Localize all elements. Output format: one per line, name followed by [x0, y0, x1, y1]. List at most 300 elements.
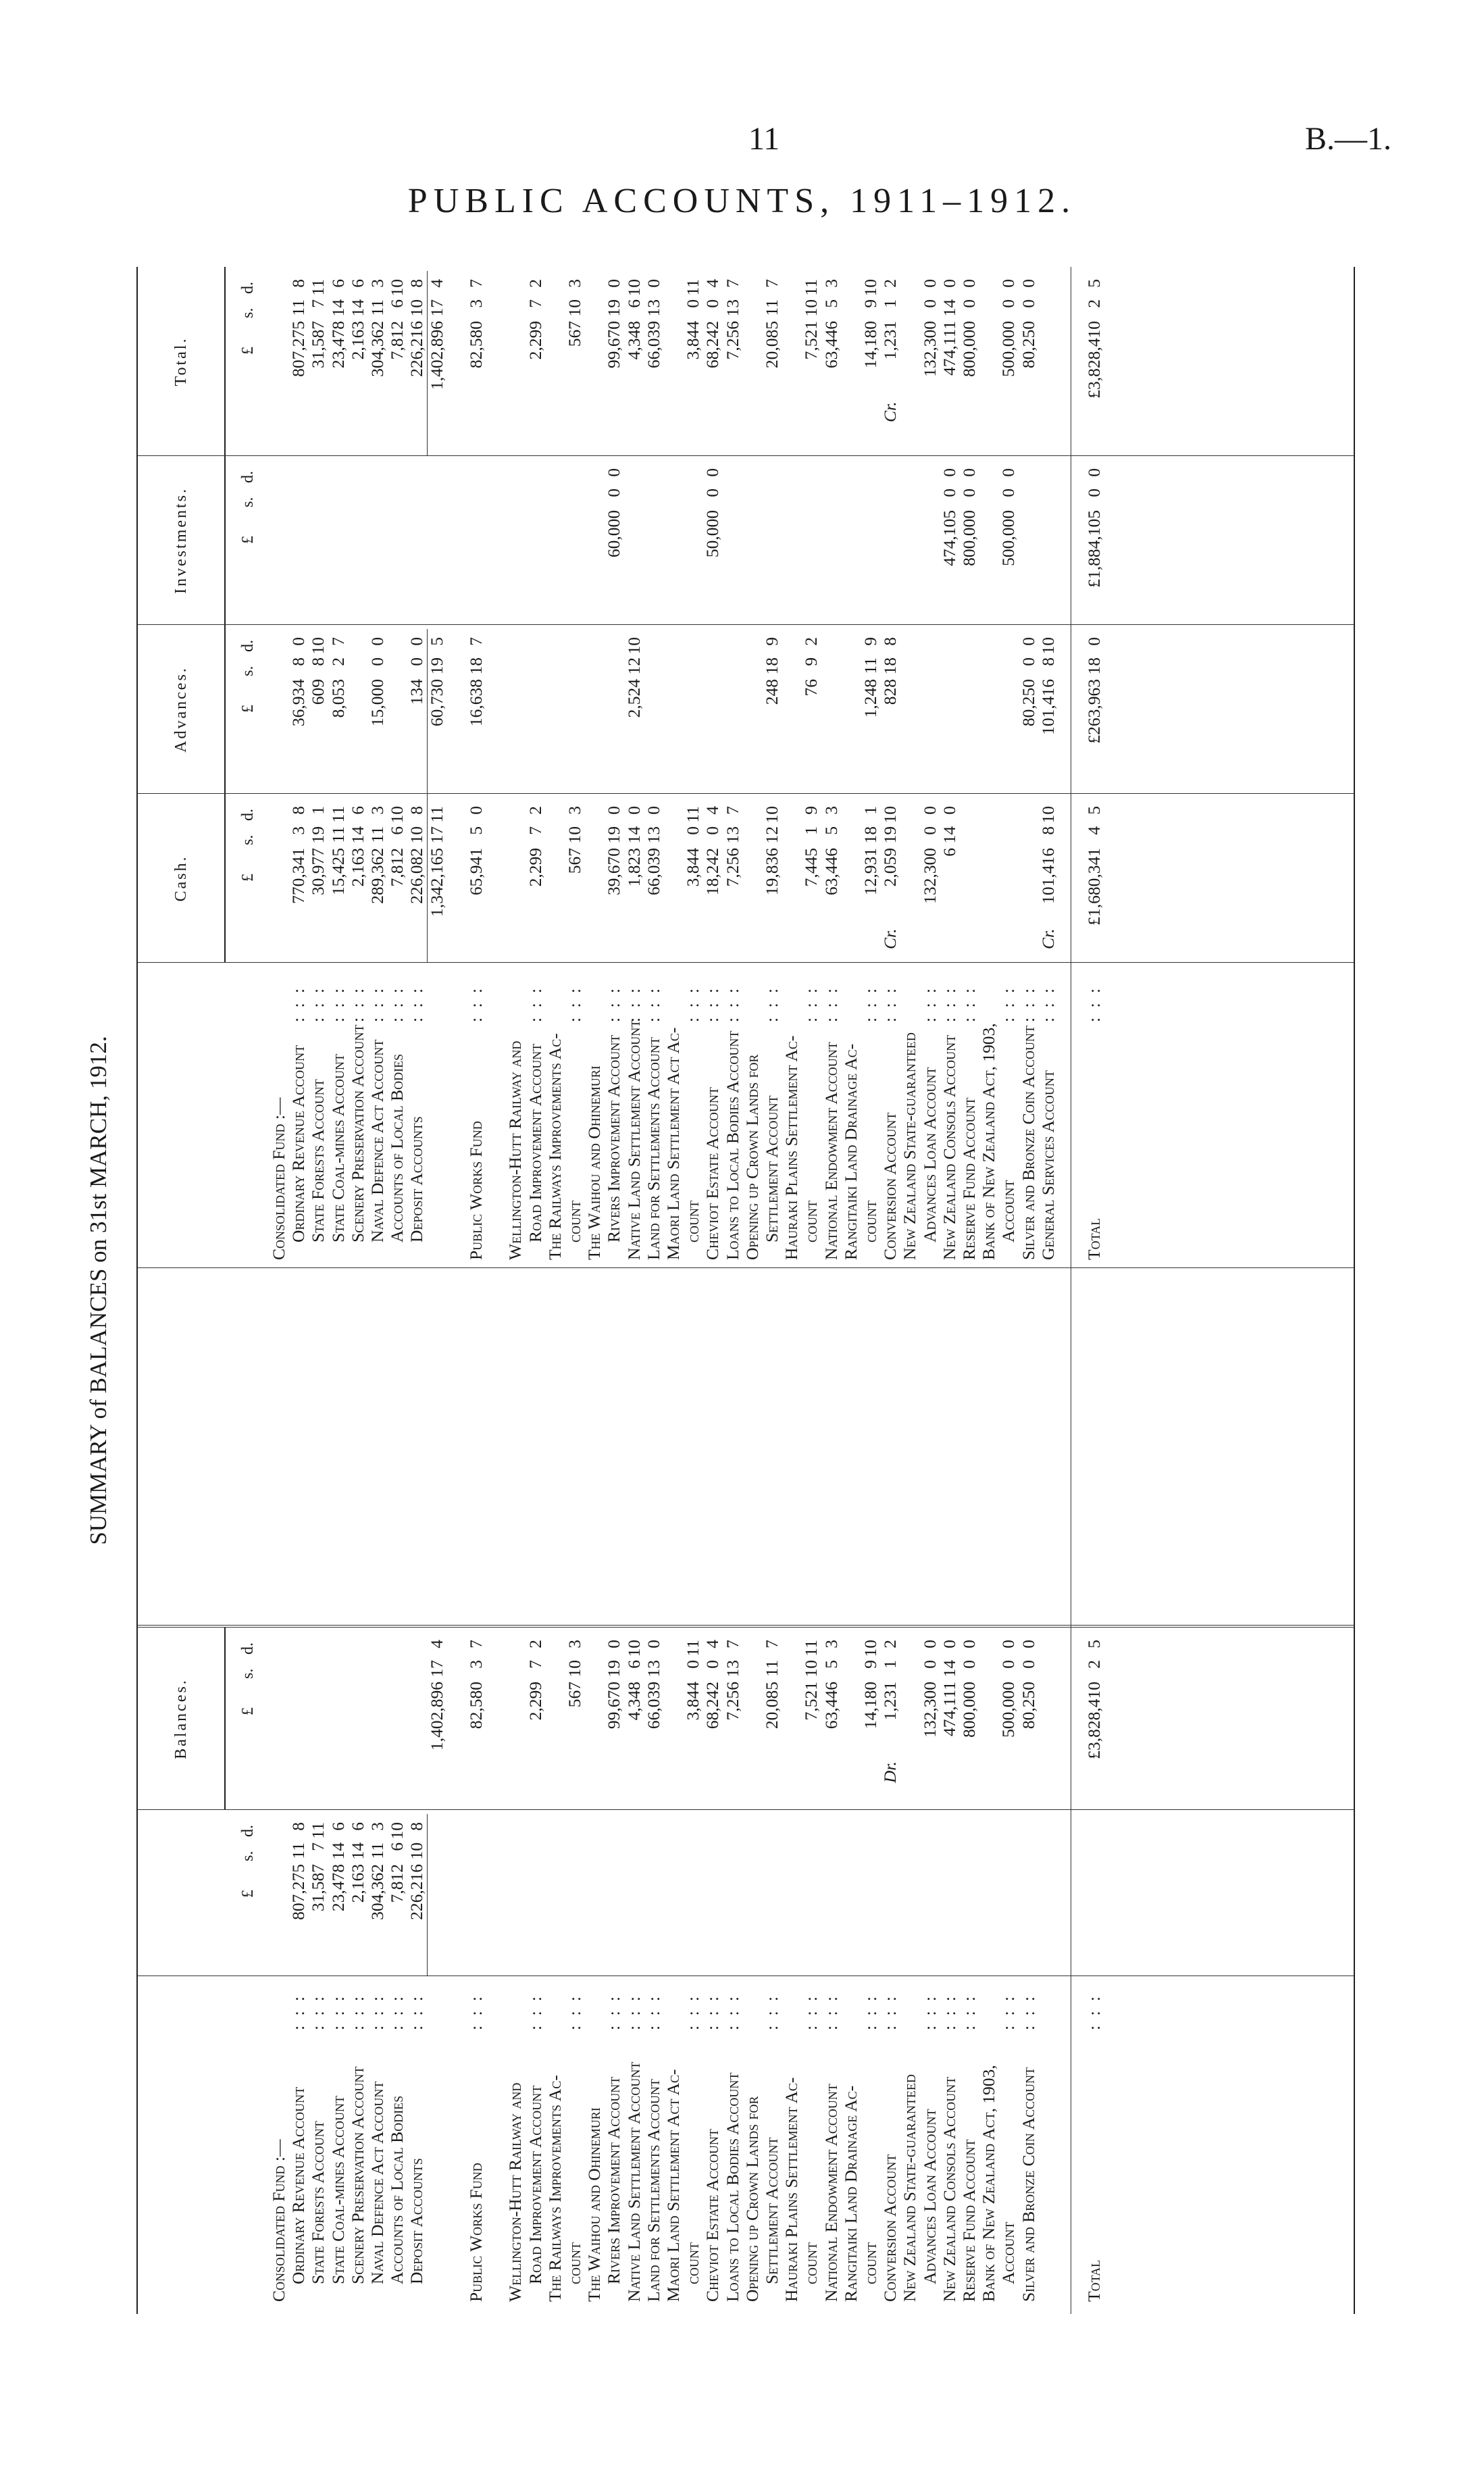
row-label: State Forests Account: [308, 2121, 328, 2284]
pound-unit-label: £: [239, 1890, 257, 1898]
shillings-value: 10: [565, 1660, 584, 1678]
pounds-value: 132,300: [920, 848, 940, 904]
row-label-repeat: Bank of New Zealand Act, 1903,: [979, 1023, 998, 1260]
pounds-value: 36,934: [288, 679, 308, 727]
total-cell: [1000, 274, 1017, 456]
leader-dots: : : :: [920, 985, 940, 1022]
pounds-value: 99,670: [604, 321, 623, 369]
shillings-value: 14: [348, 826, 367, 844]
advances-cell: [1040, 632, 1057, 794]
pounds-value: £3,828,410: [1084, 321, 1104, 399]
pounds-value: 50,000: [702, 510, 722, 558]
subtotal-rule: [427, 271, 428, 456]
pence-value: 2: [526, 806, 545, 815]
pence-value: 11: [427, 806, 446, 823]
total-cell: [961, 274, 978, 456]
pounds-value: 2,163: [348, 1864, 367, 1903]
row-label: The Waihou and Ohinemuri: [584, 2107, 604, 2302]
pounds-value: 132,300: [920, 321, 940, 377]
balance-cell: [1085, 1634, 1103, 1810]
shillings-value: 2: [328, 657, 348, 666]
row-label-repeat: count: [861, 1201, 880, 1242]
total-cell: [941, 274, 958, 456]
leader-dots: : : :: [998, 985, 1018, 1022]
row-label-repeat: State Coal-mines Account: [328, 1054, 348, 1242]
pounds-value: 23,478: [328, 321, 348, 369]
shillings-value: 9: [801, 657, 821, 666]
penny-unit-label: d.: [239, 282, 257, 294]
leader-dots: : : :: [387, 985, 407, 1022]
cash-cell: [941, 801, 958, 963]
pound-unit-label: £: [239, 347, 257, 355]
leader-dots: : : :: [998, 1993, 1018, 2030]
row-label: Reserve Fund Account: [959, 2139, 979, 2302]
pounds-value: 134: [407, 679, 426, 705]
shillings-value: 1: [801, 826, 821, 835]
pence-value: 10: [387, 279, 407, 297]
shillings-value: 13: [644, 299, 663, 317]
pence-value: 7: [723, 279, 742, 288]
shillings-value: 11: [328, 826, 348, 843]
table-row: [369, 267, 386, 2314]
pounds-value: 567: [565, 321, 584, 347]
pounds-value: 8,053: [328, 679, 348, 718]
leader-dots: : : :: [604, 1993, 623, 2030]
investments-cell: [1000, 463, 1017, 625]
pence-value: 5: [1084, 279, 1104, 288]
pence-value: 3: [367, 279, 387, 288]
pounds-value: 15,425: [328, 848, 348, 896]
pounds-value: 2,163: [348, 848, 367, 887]
pounds-value: 2,299: [526, 848, 545, 887]
leader-dots: : : :: [348, 1993, 367, 2030]
table-row: [546, 267, 564, 2314]
balance-sign: Cr.: [1038, 928, 1058, 949]
total-cell: [408, 274, 426, 456]
leader-dots: : : :: [880, 985, 900, 1022]
pounds-value: 80,250: [1019, 679, 1038, 727]
pounds-value: 567: [565, 1682, 584, 1708]
totals-row: [1085, 267, 1103, 2314]
pounds-value: 2,163: [348, 321, 367, 360]
shillings-value: 6: [624, 299, 644, 308]
pounds-value: 770,341: [288, 848, 308, 904]
row-label-repeat: Ordinary Revenue Account: [288, 1045, 308, 1242]
leader-dots: : : :: [959, 1993, 979, 2030]
leader-dots: : : :: [683, 1993, 702, 2030]
shilling-unit-label: s.: [239, 1851, 257, 1861]
leader-dots: : : :: [367, 985, 387, 1022]
balance-cell: [605, 1634, 623, 1810]
pounds-value: £1,884,105: [1084, 510, 1104, 588]
shillings-value: 14: [940, 826, 959, 844]
pence-value: 7: [466, 1640, 486, 1649]
shillings-value: 10: [801, 1660, 821, 1678]
pence-value: 10: [880, 806, 900, 824]
shillings-value: 7: [308, 1842, 328, 1851]
row-label-repeat: Land for Settlements Account: [644, 1037, 663, 1260]
pence-value: 2: [880, 279, 900, 288]
pence-value: 6: [348, 279, 367, 288]
shillings-value: 19: [880, 826, 900, 844]
main-heading: PUBLIC ACCOUNTS, 1911–1912.: [407, 182, 1077, 220]
cash-cell: [408, 801, 426, 963]
pounds-value: 304,362: [367, 1864, 387, 1920]
advances-cell: [290, 632, 307, 794]
leader-dots: : : :: [565, 1993, 584, 2030]
shillings-value: 5: [466, 826, 486, 835]
leader-dots: : : :: [308, 1993, 328, 2030]
total-cell: [625, 274, 643, 456]
pounds-value: 474,111: [940, 321, 959, 376]
total-cell: [921, 274, 939, 456]
shillings-value: 7: [526, 299, 545, 308]
leader-dots: : : :: [762, 985, 782, 1022]
table-row: [724, 267, 742, 2314]
pounds-value: 19,836: [762, 848, 782, 896]
row-label-repeat: Consolidated Fund :—: [269, 1097, 288, 1260]
cash-cell: [823, 801, 840, 963]
pence-value: 0: [940, 279, 959, 288]
pence-value: 1: [308, 806, 328, 815]
pounds-value: 20,085: [762, 321, 782, 369]
advances-cell: [369, 632, 386, 794]
pence-value: 7: [723, 806, 742, 815]
pence-value: 0: [644, 1640, 663, 1649]
shillings-value: 11: [288, 299, 308, 316]
table-row: [823, 267, 840, 2314]
page-number: 11: [748, 121, 780, 157]
shillings-value: 3: [466, 1660, 486, 1669]
pounds-value: 2,299: [526, 321, 545, 360]
shillings-value: 11: [861, 657, 880, 674]
pounds-value: 7,812: [387, 1864, 407, 1903]
shilling-unit-label: s.: [239, 497, 257, 507]
table-row: [388, 267, 406, 2314]
currency-units-row: [239, 267, 257, 2314]
pence-value: 5: [427, 637, 446, 646]
pence-value: 10: [861, 279, 880, 297]
row-label: National Endowment Account: [821, 2084, 841, 2302]
investments-column-header: Investments.: [138, 456, 226, 625]
row-label: New Zealand Consols Account: [940, 2076, 959, 2302]
pence-value: 0: [604, 279, 623, 288]
total-cell: [605, 274, 623, 456]
pence-value: 0: [367, 637, 387, 646]
pence-value: 3: [821, 279, 841, 288]
shilling-unit-label: s.: [239, 834, 257, 845]
pence-value: 11: [801, 1640, 821, 1657]
pence-value: 8: [880, 637, 900, 646]
pence-value: 10: [308, 637, 328, 655]
leader-dots: : : :: [959, 985, 979, 1022]
pence-value: 0: [920, 279, 940, 288]
pounds-value: 15,000: [367, 679, 387, 727]
row-label: Opening up Crown Lands for: [742, 2096, 762, 2302]
leader-dots: : : :: [1084, 985, 1104, 1022]
summary-title: SUMMARY of BALANCES on 31st MARCH, 1912.: [85, 1036, 111, 1545]
leader-dots: : : :: [1084, 1993, 1104, 2030]
shillings-value: 14: [940, 299, 959, 317]
pence-value: 1: [861, 806, 880, 815]
shillings-value: 7: [526, 1660, 545, 1669]
leader-dots: : : :: [702, 985, 722, 1022]
pounds-value: 132,300: [920, 1682, 940, 1738]
bal-detail-cell: [330, 1817, 347, 1976]
leader-dots: : : :: [466, 985, 486, 1022]
table-row: [802, 267, 820, 2314]
pounds-value: 474,105: [940, 510, 959, 566]
leader-dots: : : :: [526, 985, 545, 1022]
pence-value: 0: [959, 279, 979, 288]
row-label: count: [801, 2242, 821, 2284]
shillings-value: 18: [762, 657, 782, 675]
pence-value: 5: [1084, 806, 1104, 815]
row-label: Cheviot Estate Account: [702, 2129, 722, 2302]
row-label: Wellington-Hutt Railway and: [505, 2082, 525, 2302]
total-cell: [724, 274, 742, 456]
total-cell: [1085, 274, 1103, 456]
pence-value: 0: [702, 468, 722, 477]
pence-value: 0: [1019, 1640, 1038, 1649]
pounds-value: 226,216: [407, 321, 426, 377]
row-label-repeat: Deposit Accounts: [407, 1116, 426, 1242]
row-label-repeat: Naval Defence Act Account: [367, 1039, 387, 1242]
row-label: Conversion Account: [880, 2154, 900, 2302]
pounds-value: 1,402,896: [427, 1682, 446, 1751]
pounds-value: 39,670: [604, 848, 623, 896]
investments-cell: [961, 463, 978, 625]
shillings-value: 19: [604, 1660, 623, 1678]
pence-value: 6: [348, 806, 367, 815]
pounds-value: 60,730: [427, 679, 446, 727]
table-row: [704, 267, 721, 2314]
leader-dots: : : :: [328, 1993, 348, 2030]
shillings-value: 14: [940, 1660, 959, 1678]
bal-detail-cell: [369, 1817, 386, 1976]
row-label: Land for Settlements Account: [644, 2079, 663, 2302]
advances-cell: [330, 632, 347, 794]
cash-cell: [862, 801, 879, 963]
shillings-value: 9: [861, 299, 880, 308]
shillings-value: 0: [604, 488, 623, 497]
row-label: Settlement Account: [762, 2137, 782, 2284]
pounds-value: 14,180: [861, 1682, 880, 1730]
leader-dots: : : :: [940, 985, 959, 1022]
advances-cell: [309, 632, 327, 794]
table-row: [645, 267, 663, 2314]
row-label-repeat: Total: [1084, 1217, 1104, 1260]
cash-cell: [704, 801, 721, 963]
leader-dots: : : :: [387, 1993, 407, 2030]
row-label: Road Improvement Account: [526, 2085, 545, 2284]
advances-cell: [625, 632, 643, 794]
pounds-value: £263,963: [1084, 679, 1104, 744]
total-cell: [684, 274, 702, 456]
advances-cell: [763, 632, 781, 794]
row-label-repeat: Road Improvement Account: [526, 1043, 545, 1242]
pence-value: 10: [1038, 806, 1058, 824]
shillings-value: 10: [407, 1842, 426, 1860]
cash-cell: [330, 801, 347, 963]
table-row: [665, 267, 682, 2314]
pounds-value: 828: [880, 679, 900, 705]
pounds-value: 68,242: [702, 1682, 722, 1730]
investments-cell: [941, 463, 958, 625]
cash-cell: [1085, 801, 1103, 963]
table-row: [408, 267, 426, 2314]
pence-value: 3: [565, 806, 584, 815]
row-label-repeat: count: [565, 1201, 584, 1242]
balance-sign: Cr.: [880, 401, 900, 422]
pound-unit-label: £: [239, 874, 257, 882]
balances-column-header: Balances.: [138, 1628, 226, 1810]
shillings-value: 14: [348, 1842, 367, 1860]
shillings-value: 11: [762, 1660, 782, 1677]
pence-value: 0: [604, 468, 623, 477]
table-row: [309, 267, 327, 2314]
total-cell: [566, 274, 584, 456]
bal-detail-cell: [388, 1817, 406, 1976]
advances-cell: [467, 632, 485, 794]
shillings-value: 8: [1038, 826, 1058, 835]
pounds-value: 1,231: [880, 1682, 900, 1721]
shillings-value: 6: [624, 1660, 644, 1669]
cash-cell: [388, 801, 406, 963]
row-label-repeat: Scenery Preservation Account: [348, 1024, 367, 1242]
shillings-value: 6: [387, 1842, 407, 1851]
shillings-value: 0: [407, 657, 426, 666]
shillings-value: 19: [427, 657, 446, 675]
pounds-value: 609: [308, 679, 328, 705]
shillings-value: 0: [683, 299, 702, 308]
pounds-value: 63,446: [821, 1682, 841, 1730]
pounds-value: 31,587: [308, 1864, 328, 1912]
shillings-value: 14: [624, 826, 644, 844]
pound-unit-label: £: [239, 705, 257, 713]
pounds-value: 7,256: [723, 321, 742, 360]
pounds-value: 1,342,165: [427, 848, 446, 917]
bal-detail-cell: [349, 1817, 367, 1976]
pounds-value: 2,059: [880, 848, 900, 887]
pounds-value: 101,416: [1038, 679, 1058, 735]
leader-dots: : : :: [1019, 1993, 1038, 2030]
pounds-value: 3,844: [683, 848, 702, 887]
balance-cell: [823, 1634, 840, 1810]
shillings-value: 13: [644, 1660, 663, 1678]
pence-value: 10: [1038, 637, 1058, 655]
pence-value: 10: [624, 637, 644, 655]
pence-value: 3: [821, 1640, 841, 1649]
pence-value: 2: [880, 1640, 900, 1649]
pounds-value: 80,250: [1019, 1682, 1038, 1730]
shillings-value: 0: [367, 657, 387, 666]
pence-value: 0: [1019, 279, 1038, 288]
leader-dots: : : :: [604, 985, 623, 1022]
pence-value: 6: [328, 1822, 348, 1831]
table-row: [941, 267, 958, 2314]
shillings-value: 0: [1084, 488, 1104, 497]
shillings-value: 0: [1019, 299, 1038, 308]
leader-dots: : : :: [367, 1993, 387, 2030]
pounds-value: 3,844: [683, 1682, 702, 1721]
pence-value: 3: [565, 1640, 584, 1649]
shillings-value: 0: [702, 299, 722, 308]
table-row: [566, 267, 584, 2314]
leader-dots: : : :: [861, 985, 880, 1022]
shillings-value: 13: [644, 826, 663, 844]
leader-dots: : : :: [644, 985, 663, 1022]
shillings-value: 11: [367, 1842, 387, 1859]
row-label: Account: [998, 2221, 1018, 2284]
pounds-value: 31,587: [308, 321, 328, 369]
pence-value: 9: [861, 637, 880, 646]
pence-value: 0: [288, 637, 308, 646]
pence-value: 4: [702, 806, 722, 815]
leader-dots: : : :: [940, 1993, 959, 2030]
pence-value: 7: [328, 637, 348, 646]
shilling-unit-label: s.: [239, 665, 257, 676]
pence-value: 11: [308, 1822, 328, 1839]
total-cell: [881, 274, 899, 456]
shillings-value: 19: [604, 826, 623, 844]
pounds-value: 66,039: [644, 1682, 663, 1730]
shillings-value: 0: [1019, 657, 1038, 666]
row-label-repeat: Hauraki Plains Settlement Ac-: [782, 1035, 801, 1260]
document-code: B.—1.: [1305, 121, 1392, 157]
shillings-value: 0: [940, 488, 959, 497]
balance-cell: [941, 1634, 958, 1810]
total-cell: [527, 274, 544, 456]
leader-dots: : : :: [407, 985, 426, 1022]
subtotal-rule: [427, 1814, 428, 1976]
table-row: [1040, 267, 1057, 2314]
shillings-value: 17: [427, 1660, 446, 1678]
leader-dots: : : :: [723, 985, 742, 1022]
pence-value: 3: [367, 806, 387, 815]
advances-cell: [408, 632, 426, 794]
total-cell: [645, 274, 663, 456]
shillings-value: 3: [466, 299, 486, 308]
row-label-repeat: Settlement Account: [762, 1095, 782, 1242]
row-label-repeat: Public Works Fund: [466, 1121, 486, 1260]
pounds-value: 500,000: [998, 321, 1018, 377]
pence-value: 0: [940, 806, 959, 815]
row-label: count: [565, 2242, 584, 2284]
advances-cell: [802, 632, 820, 794]
cash-cell: [349, 801, 367, 963]
pence-value: 11: [683, 279, 702, 296]
row-label: The Railways Improvements Ac-: [545, 2075, 565, 2302]
table-row: [330, 267, 347, 2314]
pound-unit-label: £: [239, 536, 257, 544]
advances-column-header: Advances.: [138, 625, 226, 794]
table-row: [467, 267, 485, 2314]
pence-value: 4: [702, 1640, 722, 1649]
leader-dots: : : :: [801, 985, 821, 1022]
table-row: [586, 267, 603, 2314]
row-label-repeat: count: [683, 1201, 702, 1242]
row-label-repeat: Silver and Bronze Coin Account: [1019, 1025, 1038, 1260]
pounds-value: 7,812: [387, 321, 407, 360]
pounds-value: 248: [762, 679, 782, 705]
pounds-value: 23,478: [328, 1864, 348, 1912]
row-label: count: [683, 2242, 702, 2284]
total-cell: [309, 274, 327, 456]
shillings-value: 6: [387, 826, 407, 835]
total-cell: [388, 274, 406, 456]
balance-cell: [625, 1634, 643, 1810]
